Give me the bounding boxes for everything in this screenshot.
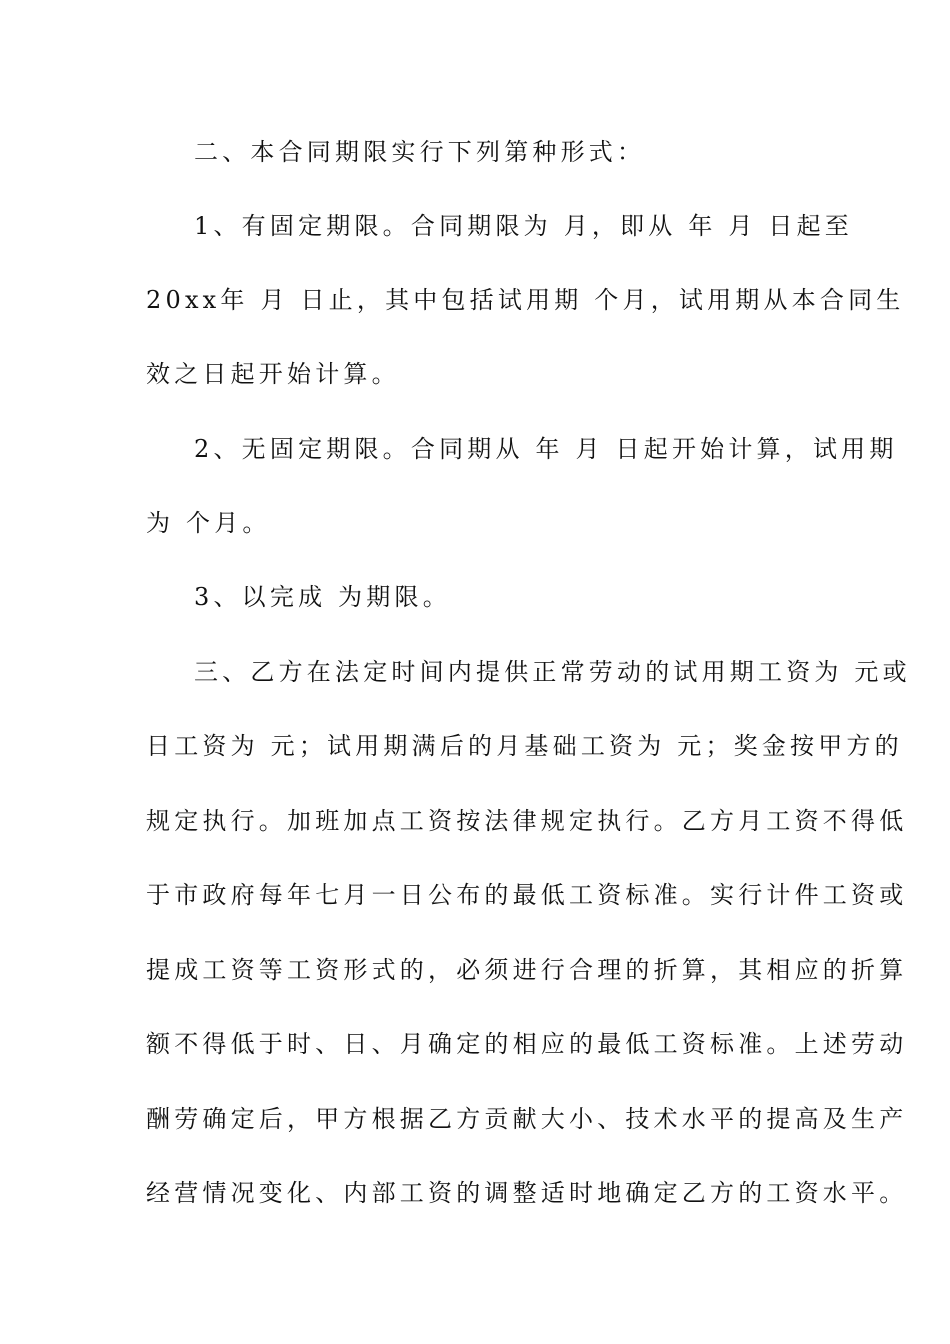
open-term-clause-line-2: 为 个月。: [146, 509, 271, 537]
wage-clause-line-3: 规定执行。加班加点工资按法律规定执行。乙方月工资不得低: [146, 807, 908, 835]
wage-clause-line-8: 经营情况变化、内部工资的调整适时地确定乙方的工资水平。: [146, 1179, 908, 1207]
fixed-term-clause-line-2: 20xx年 月 日止，其中包括试用期 个月，试用期从本合同生: [146, 286, 905, 314]
open-term-clause-line-1: 2、无固定期限。合同期从 年 月 日起开始计算，试用期: [194, 435, 898, 463]
wage-clause-line-1: 三、乙方在法定时间内提供正常劳动的试用期工资为 元或: [194, 658, 911, 686]
task-term-clause: 3、以完成 为期限。: [194, 583, 451, 611]
section-two-heading: 二、本合同期限实行下列第种形式：: [194, 138, 646, 166]
wage-clause-line-4: 于市政府每年七月一日公布的最低工资标准。实行计件工资或: [146, 881, 908, 909]
fixed-term-clause-line-1: 1、有固定期限。合同期限为 月，即从 年 月 日起至: [194, 212, 853, 240]
wage-clause-line-6: 额不得低于时、日、月确定的相应的最低工资标准。上述劳动: [146, 1030, 908, 1058]
fixed-term-clause-line-3: 效之日起开始计算。: [146, 360, 400, 388]
wage-clause-line-7: 酬劳确定后，甲方根据乙方贡献大小、技术水平的提高及生产: [146, 1105, 908, 1133]
wage-clause-line-5: 提成工资等工资形式的，必须进行合理的折算，其相应的折算: [146, 956, 908, 984]
wage-clause-line-2: 日工资为 元；试用期满后的月基础工资为 元；奖金按甲方的: [146, 732, 903, 760]
